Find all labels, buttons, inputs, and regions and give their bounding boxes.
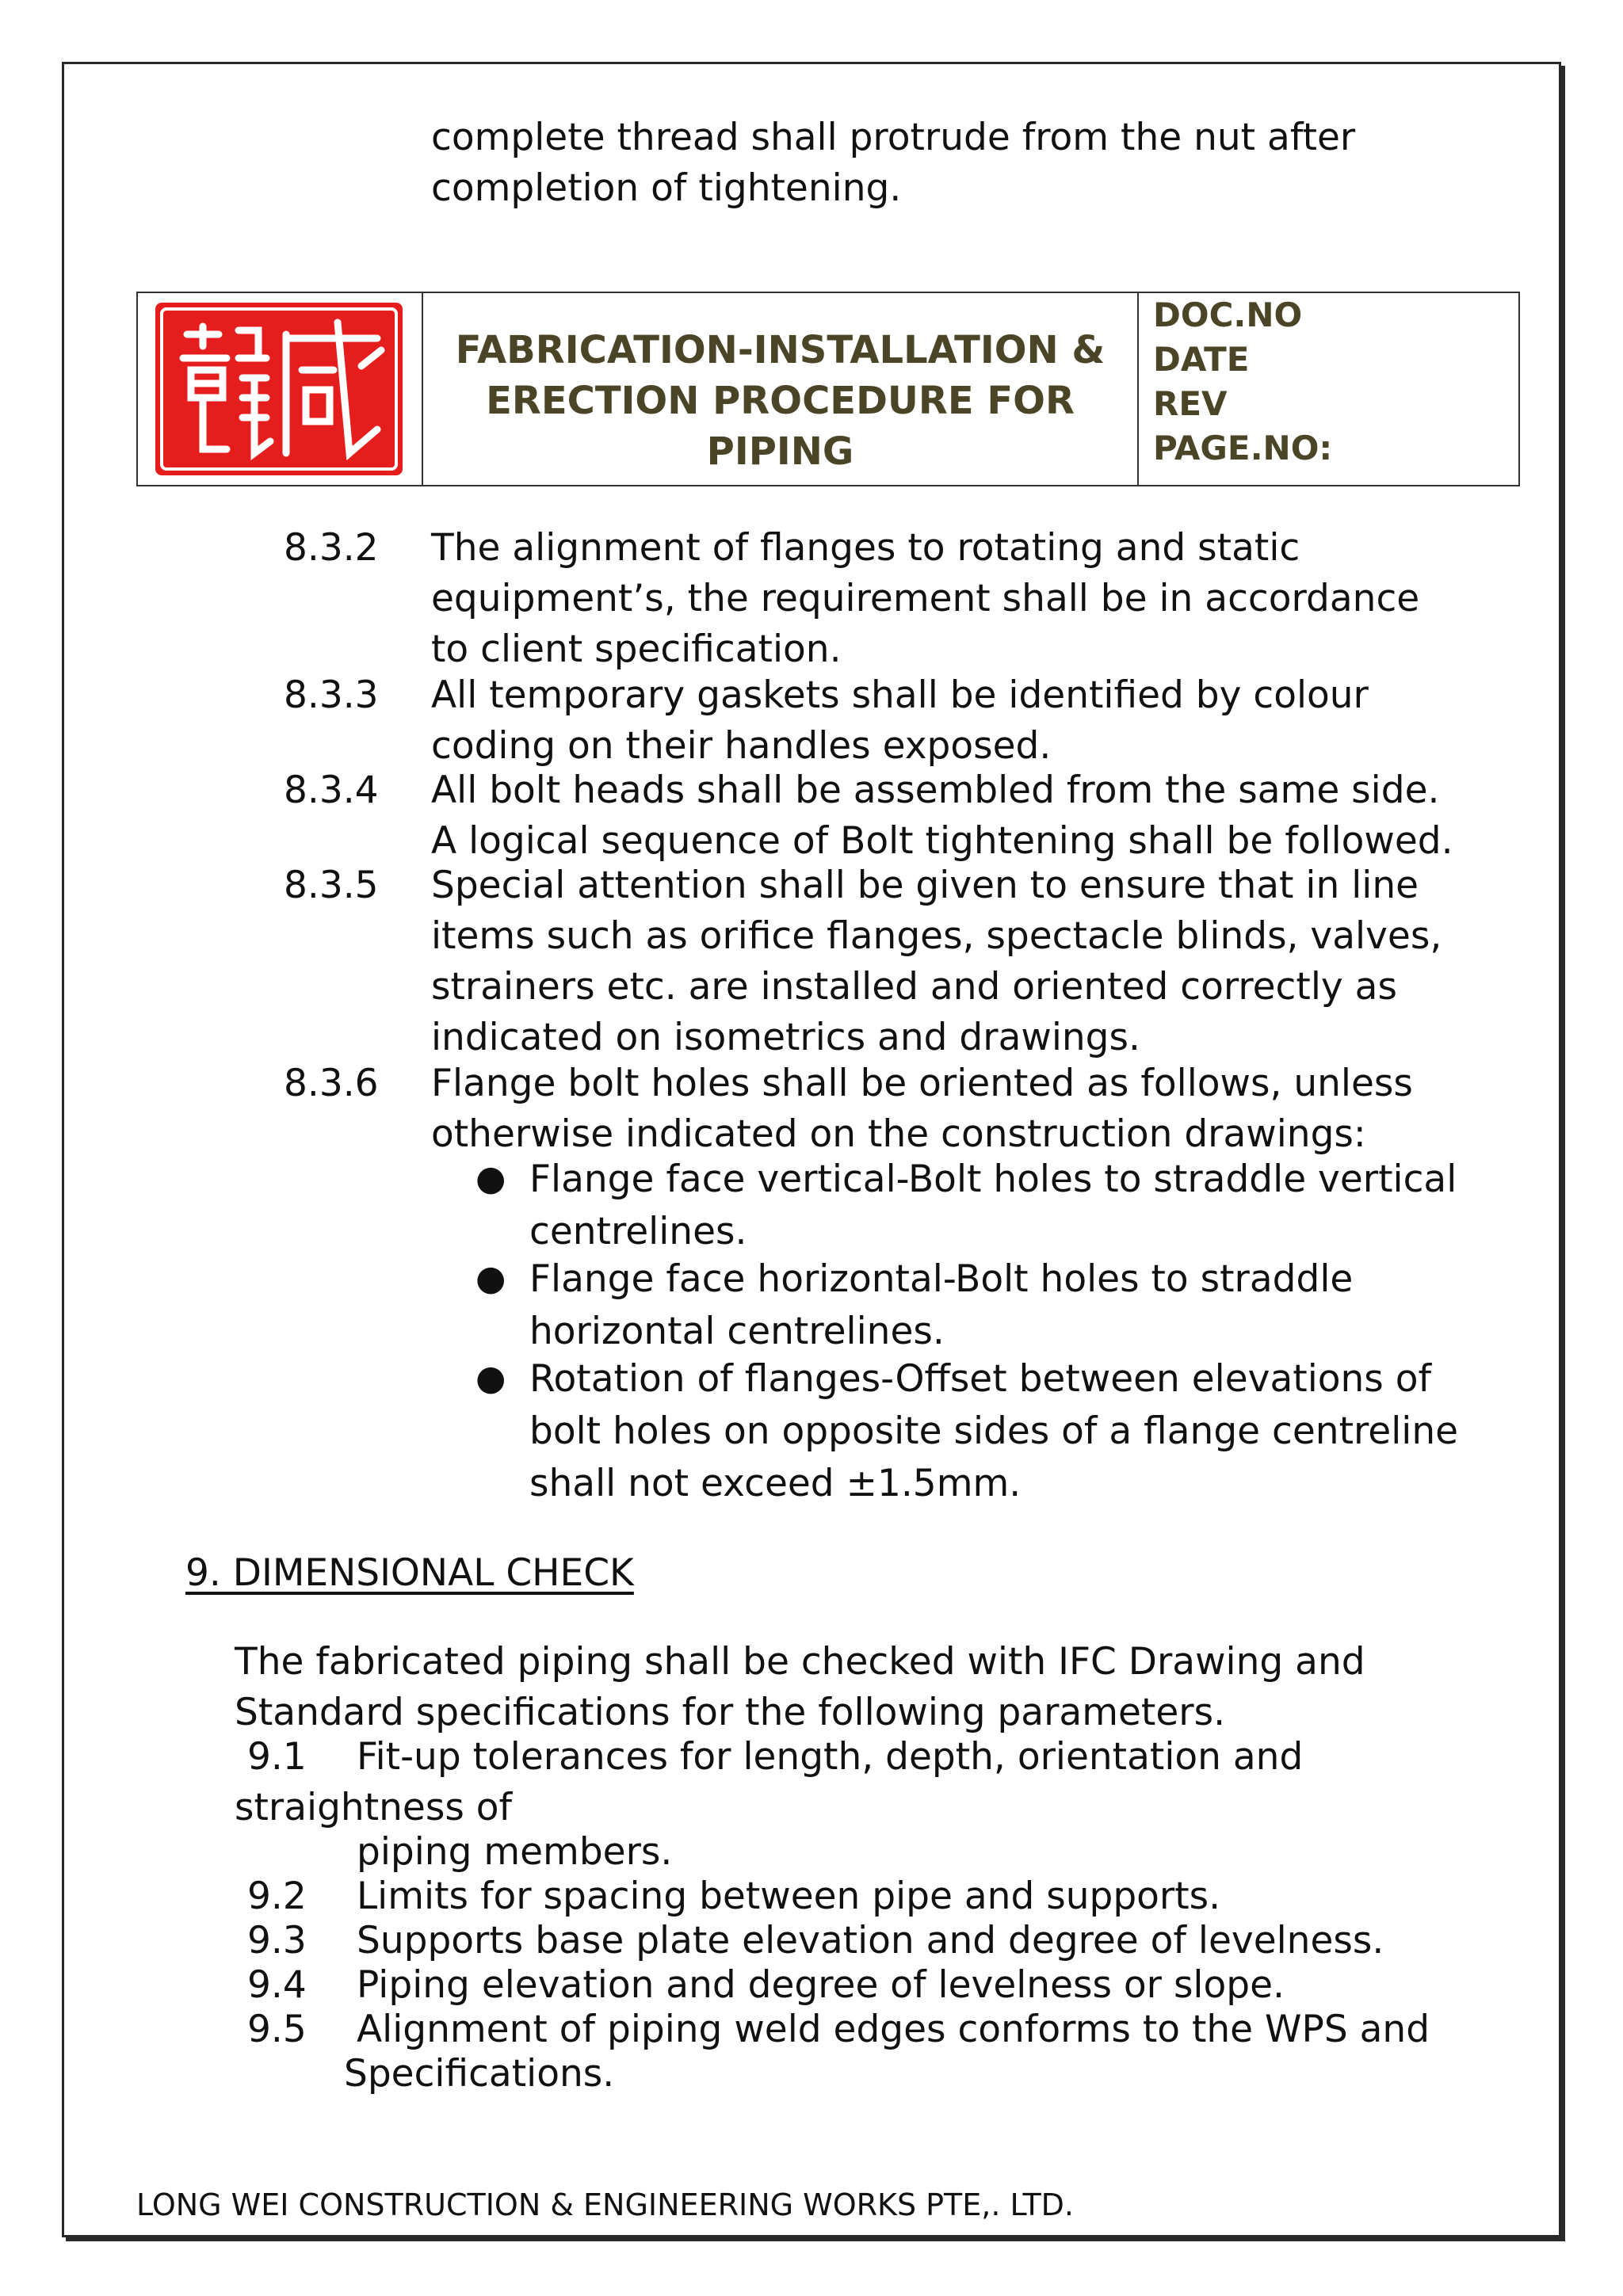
clause-text <box>431 860 1442 1063</box>
title-line: ERECTION PROCEDURE FOR <box>486 379 1075 423</box>
continuation-line: completion of tightening. <box>431 166 902 210</box>
bullet-icon: ● <box>475 1158 506 1199</box>
check-text-wrap: straightness of <box>235 1786 513 1829</box>
clause-number: 8.3.5 <box>284 864 379 907</box>
date-label: DATE <box>1153 340 1250 379</box>
clause-number: 8.3.6 <box>284 1062 379 1105</box>
check-number: 9.5 <box>247 2008 307 2051</box>
clause-line: strainers etc. are installed and oriented correctly as <box>431 965 1397 1009</box>
intro-line: The fabricated piping shall be checked with IFC Drawing and <box>235 1640 1365 1684</box>
check-number: 9.2 <box>247 1875 307 1918</box>
bullet-line: shall not exceed ±1.5mm. <box>529 1462 1022 1505</box>
bullet-icon: ● <box>475 1358 506 1398</box>
clause-line: A logical sequence of Bolt tightening shall be followed. <box>431 819 1453 863</box>
check-text: Fit-up tolerances for length, depth, orientation and <box>357 1735 1304 1779</box>
document-title <box>423 293 1139 485</box>
company-logo <box>138 293 423 485</box>
clause-text <box>431 1058 1413 1160</box>
clause-line: The alignment of flanges to rotating and static <box>431 526 1300 570</box>
clause-line: otherwise indicated on the construction drawings: <box>431 1112 1366 1156</box>
bullet-line: centrelines. <box>529 1210 747 1253</box>
check-number: 9.3 <box>247 1919 307 1962</box>
document-header <box>136 292 1520 486</box>
clause-line: items such as orifice flanges, spectacle blinds, valves, <box>431 914 1442 958</box>
seal-glyph-icon <box>155 303 403 475</box>
company-footer: LONG WEI CONSTRUCTION & ENGINEERING WORKS PTE,. LTD. <box>136 2187 1075 2222</box>
bullet-text <box>529 1353 1458 1510</box>
check-text-cont: piping members. <box>357 1830 673 1874</box>
clause-line: All temporary gaskets shall be identified by colour <box>431 673 1369 717</box>
check-text: Limits for spacing between pipe and supports. <box>357 1875 1221 1918</box>
doc-no-label: DOC.NO <box>1153 296 1303 334</box>
clause-number: 8.3.3 <box>284 673 379 717</box>
section-intro <box>235 1637 1365 1738</box>
intro-line: Standard specifications for the following parameters. <box>235 1691 1226 1734</box>
clause-line: coding on their handles exposed. <box>431 724 1052 768</box>
bullet-line: horizontal centrelines. <box>529 1310 945 1353</box>
clause-line: Special attention shall be given to ensure that in line <box>431 864 1419 907</box>
clause-text <box>431 670 1369 772</box>
bullet-line: Rotation of flanges-Offset between elevations of <box>529 1357 1432 1401</box>
clause-text <box>431 765 1453 867</box>
clause-line: to client specification. <box>431 627 842 671</box>
check-text: Supports base plate elevation and degree of levelness. <box>357 1919 1384 1962</box>
title-line: PIPING <box>706 429 854 474</box>
bullet-text <box>529 1253 1353 1358</box>
page-no-label: PAGE.NO: <box>1153 429 1333 467</box>
section-heading: 9. DIMENSIONAL CHECK <box>185 1551 634 1595</box>
bullet-line: Flange face vertical-Bolt holes to straddle vertical <box>529 1158 1457 1201</box>
check-number: 9.1 <box>247 1735 307 1779</box>
rev-label: REV <box>1153 384 1228 423</box>
clause-line: Flange bolt holes shall be oriented as follows, unless <box>431 1062 1413 1105</box>
check-text: Piping elevation and degree of levelness or slope. <box>357 1963 1285 2007</box>
clause-number: 8.3.4 <box>284 769 379 812</box>
clause-line: indicated on isometrics and drawings. <box>431 1016 1140 1059</box>
continuation-line: complete thread shall protrude from the nut after <box>431 116 1356 159</box>
check-number: 9.4 <box>247 1963 307 2007</box>
bullet-line: Flange face horizontal-Bolt holes to straddle <box>529 1257 1354 1301</box>
company-seal-icon <box>155 303 403 475</box>
bullet-line: bolt holes on opposite sides of a flange centreline <box>529 1409 1459 1453</box>
clause-line: All bolt heads shall be assembled from the same side. <box>431 769 1440 812</box>
clause-text <box>431 523 1419 675</box>
check-text-cont: Specifications. <box>344 2052 615 2096</box>
title-line: FABRICATION-INSTALLATION & <box>455 328 1106 372</box>
check-text: Alignment of piping weld edges conforms to the WPS and <box>357 2008 1430 2051</box>
clause-number: 8.3.2 <box>284 526 379 570</box>
bullet-icon: ● <box>475 1258 506 1299</box>
bullet-text <box>529 1154 1457 1258</box>
clause-line: equipment’s, the requirement shall be in accordance <box>431 577 1420 620</box>
continuation-text <box>431 113 1355 214</box>
document-meta <box>1139 293 1518 485</box>
